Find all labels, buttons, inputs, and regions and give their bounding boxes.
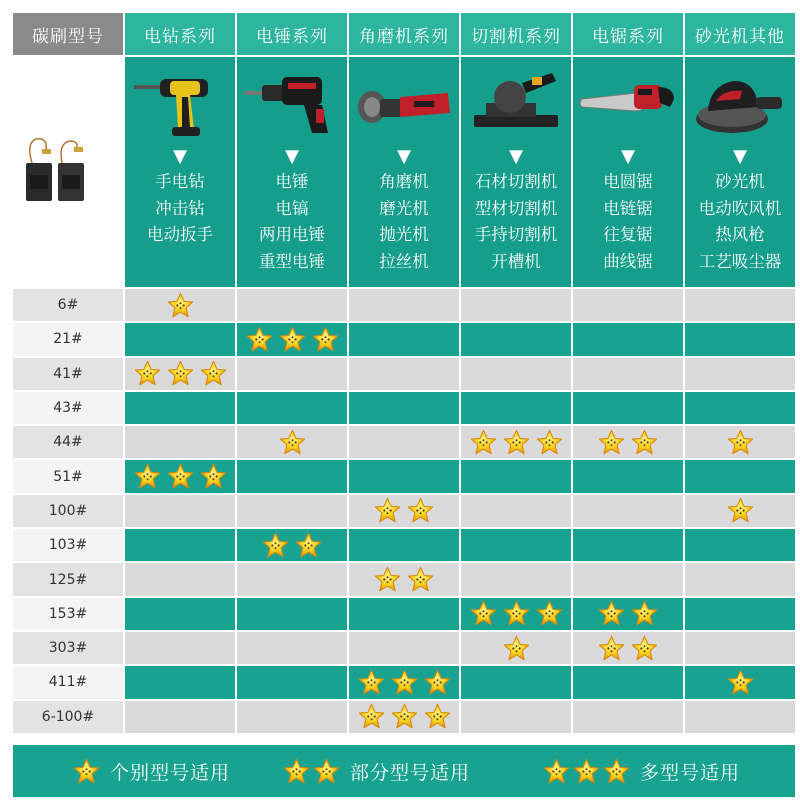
tool-item: 电动吹风机 bbox=[698, 198, 782, 218]
table-cell bbox=[685, 495, 795, 527]
table-cell bbox=[685, 598, 795, 630]
table-cell bbox=[125, 632, 235, 664]
electric-drill-icon bbox=[130, 63, 230, 141]
star-icon bbox=[603, 758, 630, 785]
table-cell bbox=[685, 289, 795, 321]
tool-item: 往复锯 bbox=[603, 225, 653, 244]
table-cell bbox=[685, 701, 795, 733]
table-cell bbox=[685, 460, 795, 492]
tool-picture bbox=[242, 63, 342, 141]
table-cell bbox=[461, 563, 571, 595]
tool-list bbox=[147, 169, 213, 249]
table-cell bbox=[237, 563, 347, 595]
table-cell bbox=[125, 392, 235, 424]
star-icon bbox=[536, 429, 563, 456]
star-icon bbox=[573, 758, 600, 785]
table-cell bbox=[573, 426, 683, 458]
table-cell bbox=[461, 529, 571, 561]
down-arrow-icon: ▼ bbox=[397, 146, 411, 167]
model-label: 43# bbox=[13, 392, 123, 424]
table-cell bbox=[573, 289, 683, 321]
tool-picture bbox=[578, 63, 678, 141]
table-cell bbox=[125, 289, 235, 321]
carbon-brush-icon bbox=[18, 133, 118, 211]
table-cell bbox=[237, 358, 347, 390]
table-cell bbox=[349, 323, 459, 355]
legend-label: 个别型号适用 bbox=[110, 761, 231, 784]
table-cell bbox=[685, 632, 795, 664]
header-col-5 bbox=[685, 13, 795, 55]
header-col-3 bbox=[461, 13, 571, 55]
table-cell bbox=[237, 426, 347, 458]
table-cell bbox=[237, 392, 347, 424]
star-icon bbox=[598, 635, 625, 662]
table-cell bbox=[237, 323, 347, 355]
table-cell bbox=[349, 392, 459, 424]
tool-picture bbox=[354, 63, 454, 141]
model-label: 153# bbox=[13, 598, 123, 630]
angle-grinder-icon bbox=[354, 63, 454, 141]
star-icon bbox=[283, 758, 310, 785]
tool-cell-5 bbox=[685, 57, 795, 287]
table-cell bbox=[461, 426, 571, 458]
star-icon bbox=[134, 360, 161, 387]
model-label: 303# bbox=[13, 632, 123, 664]
star-icon bbox=[424, 703, 451, 730]
legend-stars bbox=[283, 758, 340, 785]
header-col-2 bbox=[349, 13, 459, 55]
tool-item: 曲线锯 bbox=[603, 251, 653, 271]
header-col-1 bbox=[237, 13, 347, 55]
table-cell bbox=[125, 701, 235, 733]
table-cell bbox=[573, 495, 683, 527]
table-cell bbox=[349, 358, 459, 390]
table-cell bbox=[573, 358, 683, 390]
tool-list bbox=[699, 169, 782, 275]
model-label: 41# bbox=[13, 358, 123, 390]
legend-bar bbox=[13, 745, 795, 797]
table-cell bbox=[349, 426, 459, 458]
star-icon bbox=[503, 635, 530, 662]
table-cell bbox=[125, 323, 235, 355]
table-cell bbox=[685, 529, 795, 561]
star-icon bbox=[727, 429, 754, 456]
table-cell bbox=[573, 563, 683, 595]
star-icon bbox=[391, 703, 418, 730]
compatibility-table bbox=[13, 13, 795, 733]
table-cell bbox=[461, 460, 571, 492]
header-corner bbox=[13, 13, 123, 55]
tool-item: 电链锯 bbox=[603, 198, 653, 218]
table-cell bbox=[125, 358, 235, 390]
header-col-label: 电锯系列 bbox=[592, 26, 664, 47]
star-icon bbox=[167, 360, 194, 387]
table-cell bbox=[685, 392, 795, 424]
star-icon bbox=[200, 360, 227, 387]
star-icon bbox=[167, 292, 194, 319]
header-col-label: 切割机系列 bbox=[471, 26, 561, 47]
table-cell bbox=[125, 495, 235, 527]
table-cell bbox=[461, 632, 571, 664]
tool-picture bbox=[466, 63, 566, 141]
tool-item: 电圆锯 bbox=[603, 172, 653, 191]
down-arrow-icon: ▼ bbox=[621, 146, 635, 167]
legend-item bbox=[73, 745, 230, 797]
star-icon bbox=[503, 600, 530, 627]
star-icon bbox=[312, 326, 339, 353]
tool-list bbox=[379, 169, 429, 275]
tool-item: 电锤 bbox=[275, 172, 309, 191]
star-icon bbox=[727, 669, 754, 696]
table-cell bbox=[349, 598, 459, 630]
header-col-0 bbox=[125, 13, 235, 55]
legend-item bbox=[283, 745, 470, 797]
star-icon bbox=[374, 566, 401, 593]
star-icon bbox=[631, 600, 658, 627]
star-icon bbox=[134, 463, 161, 490]
model-label: 6# bbox=[13, 289, 123, 321]
table-cell bbox=[237, 529, 347, 561]
table-cell bbox=[125, 529, 235, 561]
star-icon bbox=[313, 758, 340, 785]
down-arrow-icon: ▼ bbox=[285, 146, 299, 167]
tool-item: 冲击钻 bbox=[155, 198, 205, 218]
table-cell bbox=[573, 460, 683, 492]
header-corner-label: 碳刷型号 bbox=[32, 26, 104, 47]
table-cell bbox=[237, 495, 347, 527]
tool-item: 拉丝机 bbox=[379, 251, 429, 271]
star-icon bbox=[470, 600, 497, 627]
star-icon bbox=[543, 758, 570, 785]
tool-item: 石材切割机 bbox=[474, 172, 558, 191]
rotary-hammer-icon bbox=[242, 63, 342, 141]
table-cell bbox=[125, 598, 235, 630]
table-cell bbox=[237, 666, 347, 698]
star-icon bbox=[200, 463, 227, 490]
table-cell bbox=[685, 666, 795, 698]
star-icon bbox=[598, 429, 625, 456]
table-cell bbox=[349, 289, 459, 321]
table-cell bbox=[685, 563, 795, 595]
model-label: 125# bbox=[13, 563, 123, 595]
legend-label: 部分型号适用 bbox=[350, 761, 471, 784]
tool-list bbox=[475, 169, 558, 275]
table-cell bbox=[237, 701, 347, 733]
table-cell bbox=[349, 495, 459, 527]
tool-item: 型材切割机 bbox=[474, 198, 558, 218]
tool-item: 重型电锤 bbox=[259, 251, 325, 271]
table-cell bbox=[461, 495, 571, 527]
tool-item: 磨光机 bbox=[379, 198, 429, 218]
table-cell bbox=[573, 632, 683, 664]
model-label: 411# bbox=[13, 666, 123, 698]
legend-item bbox=[543, 745, 740, 797]
table-cell bbox=[125, 666, 235, 698]
star-icon bbox=[167, 463, 194, 490]
header-col-label: 角磨机系列 bbox=[359, 26, 449, 47]
tool-picture bbox=[130, 63, 230, 141]
down-arrow-icon: ▼ bbox=[173, 146, 187, 167]
table-cell bbox=[461, 701, 571, 733]
model-label: 103# bbox=[13, 529, 123, 561]
down-arrow-icon: ▼ bbox=[509, 146, 523, 167]
tool-item: 电镐 bbox=[275, 198, 309, 218]
table-cell bbox=[237, 598, 347, 630]
tool-item: 砂光机 bbox=[715, 172, 765, 191]
tool-item: 热风枪 bbox=[715, 225, 765, 244]
star-icon bbox=[407, 566, 434, 593]
table-cell bbox=[573, 529, 683, 561]
table-cell bbox=[237, 460, 347, 492]
model-label: 6-100# bbox=[13, 701, 123, 733]
table-cell bbox=[125, 460, 235, 492]
tool-item: 手持切割机 bbox=[474, 225, 558, 244]
star-icon bbox=[391, 669, 418, 696]
table-cell bbox=[349, 529, 459, 561]
star-icon bbox=[470, 429, 497, 456]
header-col-label: 砂光机其他 bbox=[695, 26, 785, 47]
star-icon bbox=[246, 326, 273, 353]
header-col-label: 电钻系列 bbox=[144, 26, 216, 47]
legend-stars bbox=[73, 758, 100, 785]
tool-item: 工艺吸尘器 bbox=[698, 251, 782, 271]
star-icon bbox=[358, 703, 385, 730]
star-icon bbox=[631, 429, 658, 456]
table-cell bbox=[237, 632, 347, 664]
sander-icon bbox=[690, 63, 790, 141]
table-cell bbox=[349, 632, 459, 664]
table-cell bbox=[461, 392, 571, 424]
legend-label: 多型号适用 bbox=[640, 761, 741, 784]
carbon-brush-photo bbox=[13, 57, 123, 287]
table-cell bbox=[685, 426, 795, 458]
tool-cell-2 bbox=[349, 57, 459, 287]
star-icon bbox=[598, 600, 625, 627]
tool-item: 抛光机 bbox=[379, 225, 429, 244]
table-cell bbox=[685, 323, 795, 355]
tool-item: 开槽机 bbox=[491, 251, 541, 271]
table-cell bbox=[461, 289, 571, 321]
table-cell bbox=[461, 666, 571, 698]
table-cell bbox=[461, 358, 571, 390]
table-cell bbox=[125, 426, 235, 458]
table-cell bbox=[573, 323, 683, 355]
tool-cell-4 bbox=[573, 57, 683, 287]
tool-item: 两用电锤 bbox=[259, 225, 325, 244]
table-cell bbox=[461, 598, 571, 630]
star-icon bbox=[374, 497, 401, 524]
star-icon bbox=[279, 326, 306, 353]
model-label: 21# bbox=[13, 323, 123, 355]
tool-cell-1 bbox=[237, 57, 347, 287]
tool-cell-3 bbox=[461, 57, 571, 287]
table-cell bbox=[349, 563, 459, 595]
model-label: 44# bbox=[13, 426, 123, 458]
tool-item: 角磨机 bbox=[379, 172, 429, 191]
star-icon bbox=[727, 497, 754, 524]
tool-list bbox=[603, 169, 653, 275]
star-icon bbox=[503, 429, 530, 456]
table-cell bbox=[349, 666, 459, 698]
table-cell bbox=[125, 563, 235, 595]
model-label: 100# bbox=[13, 495, 123, 527]
star-icon bbox=[262, 532, 289, 559]
header-col-label: 电锤系列 bbox=[256, 26, 328, 47]
table-cell bbox=[461, 323, 571, 355]
star-icon bbox=[424, 669, 451, 696]
table-cell bbox=[349, 701, 459, 733]
table-cell bbox=[685, 358, 795, 390]
table-cell bbox=[573, 701, 683, 733]
tool-item: 电动扳手 bbox=[147, 225, 213, 244]
chainsaw-icon bbox=[578, 63, 678, 141]
tool-cell-0 bbox=[125, 57, 235, 287]
table-cell bbox=[237, 289, 347, 321]
header-col-4 bbox=[573, 13, 683, 55]
star-icon bbox=[407, 497, 434, 524]
star-icon bbox=[631, 635, 658, 662]
star-icon bbox=[279, 429, 306, 456]
star-icon bbox=[536, 600, 563, 627]
table-cell bbox=[573, 598, 683, 630]
table-cell bbox=[573, 392, 683, 424]
star-icon bbox=[358, 669, 385, 696]
legend-stars bbox=[543, 758, 630, 785]
cutting-machine-icon bbox=[466, 63, 566, 141]
tool-item: 手电钻 bbox=[155, 172, 205, 191]
table-cell bbox=[573, 666, 683, 698]
down-arrow-icon: ▼ bbox=[733, 146, 747, 167]
table-cell bbox=[349, 460, 459, 492]
star-icon bbox=[295, 532, 322, 559]
model-label: 51# bbox=[13, 460, 123, 492]
tool-list bbox=[259, 169, 325, 275]
star-icon bbox=[73, 758, 100, 785]
tool-picture bbox=[690, 63, 790, 141]
